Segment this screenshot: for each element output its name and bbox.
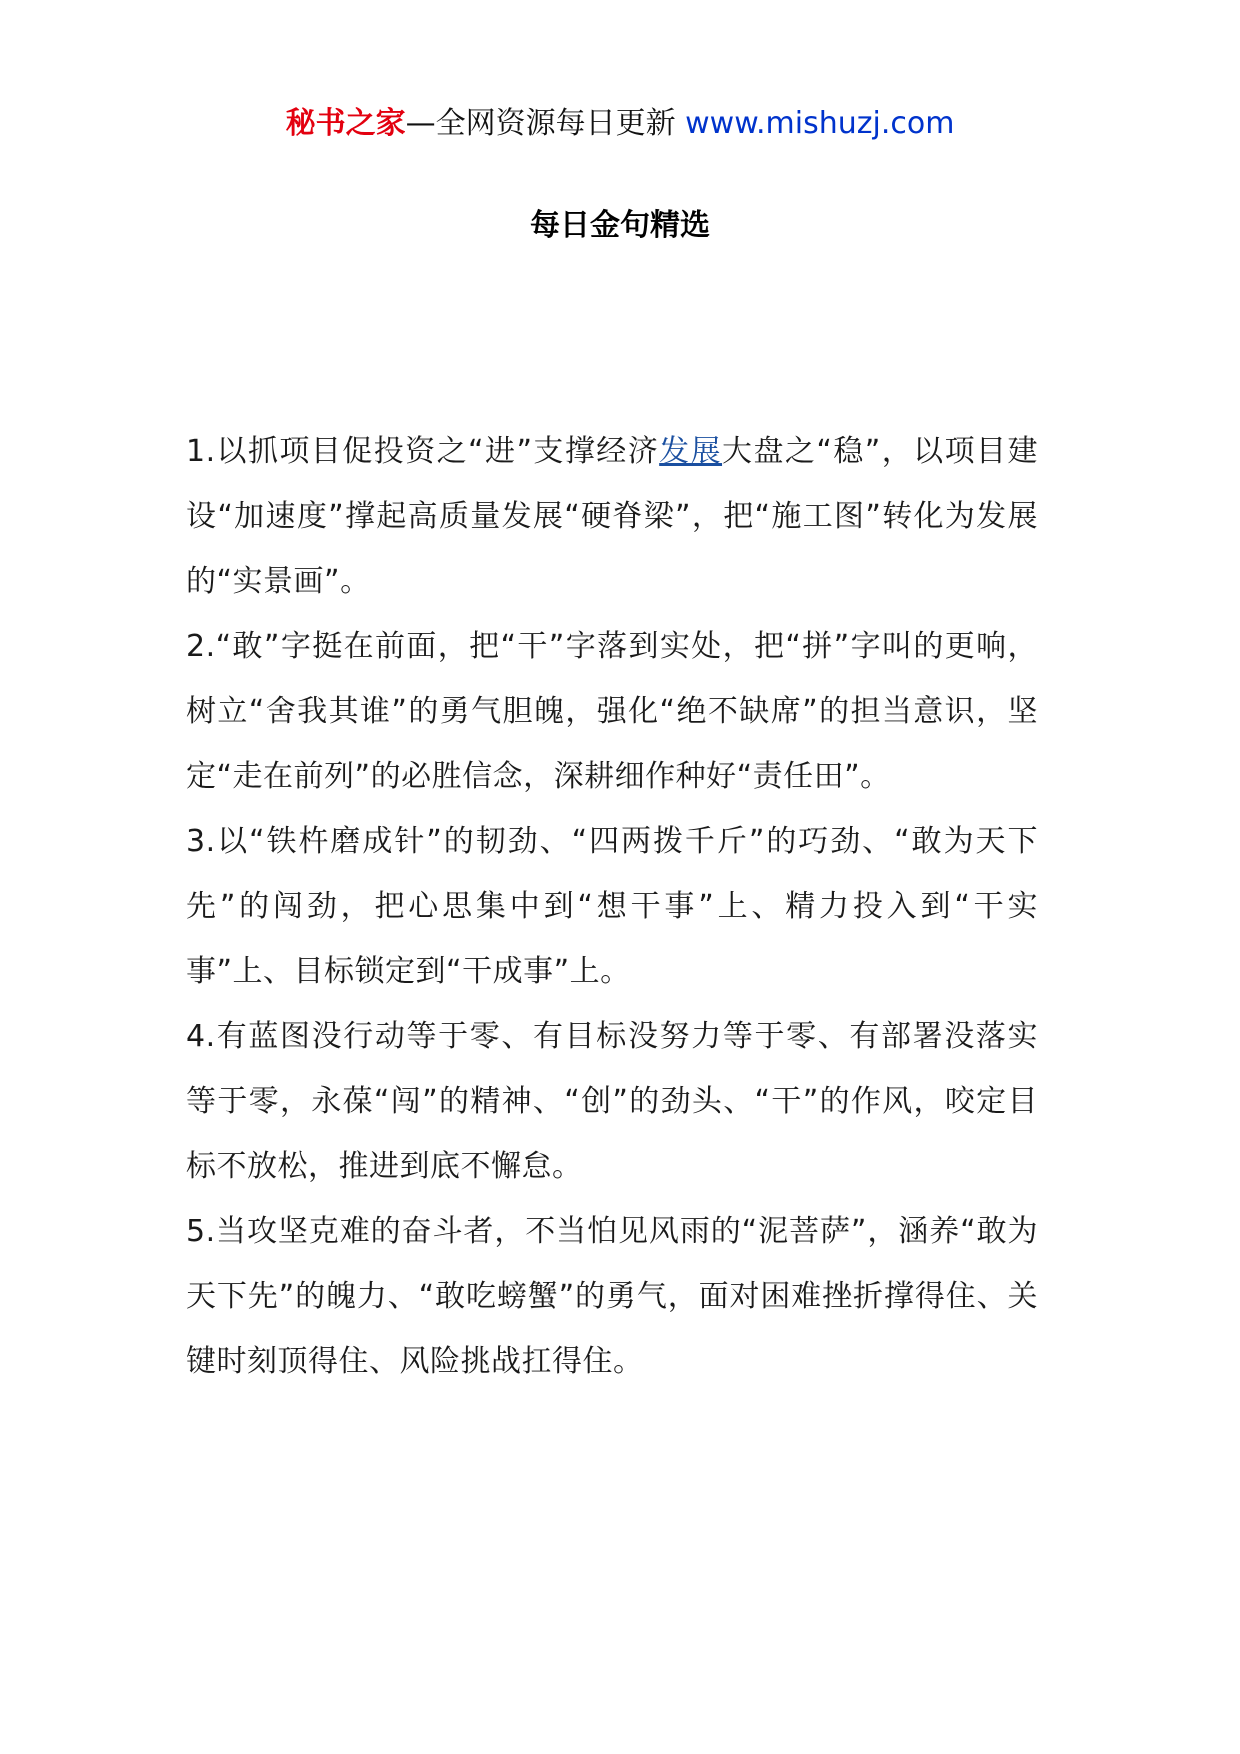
fazhan-link[interactable]: 发展 — [659, 434, 723, 469]
document-title: 每日金句精选 — [530, 208, 710, 243]
quote-item-4: 4.有蓝图没行动等于零、有目标没努力等于零、有部署没落实等于零，永葆“闯”的精神、“创”的劲头、“干”的作风，咬定目标不放松，推进到底不懈怠。 — [186, 1019, 1038, 1184]
quote-item-1 — [186, 419, 1038, 614]
quote-item-5: 5.当攻坚克难的奋斗者，不当怕见风雨的“泥菩萨”，涵养“敢为天下先”的魄力、“敢吃螃蟹”的勇气，面对困难挫折撑得住、关键时刻顶得住、风险挑战扛得住。 — [186, 1214, 1038, 1379]
site-url-link[interactable]: www.mishuzj.com — [685, 106, 955, 141]
quote-list — [186, 419, 1038, 1394]
quote-item-3: 3.以“铁杵磨成针”的韧劲、“四两拨千斤”的巧劲、“敢为天下先”的闯劲，把心思集中到“想干事”上、精力投入到“干实事”上、目标锁定到“干成事”上。 — [186, 824, 1038, 989]
quote-item-1-text-after: 大盘之“稳”，以项目建设“加速度”撑起高质量发展“硬脊梁”，把“施工图”转化为发展的“实景画”。 — [186, 434, 1038, 599]
quote-item-2: 2.“敢”字挺在前面，把“干”字落到实处，把“拼”字叫的更响，树立“舍我其谁”的勇气胆魄，强化“绝不缺席”的担当意识，坚定“走在前列”的必胜信念，深耕细作种好“责任田”。 — [186, 629, 1038, 794]
header-tagline: —全网资源每日更新 — [405, 106, 686, 141]
site-header — [0, 100, 1240, 148]
quote-item-1-text-before: 1.以抓项目促投资之“进”支撑经济 — [186, 434, 660, 469]
brand-name: 秘书之家 — [285, 106, 406, 141]
